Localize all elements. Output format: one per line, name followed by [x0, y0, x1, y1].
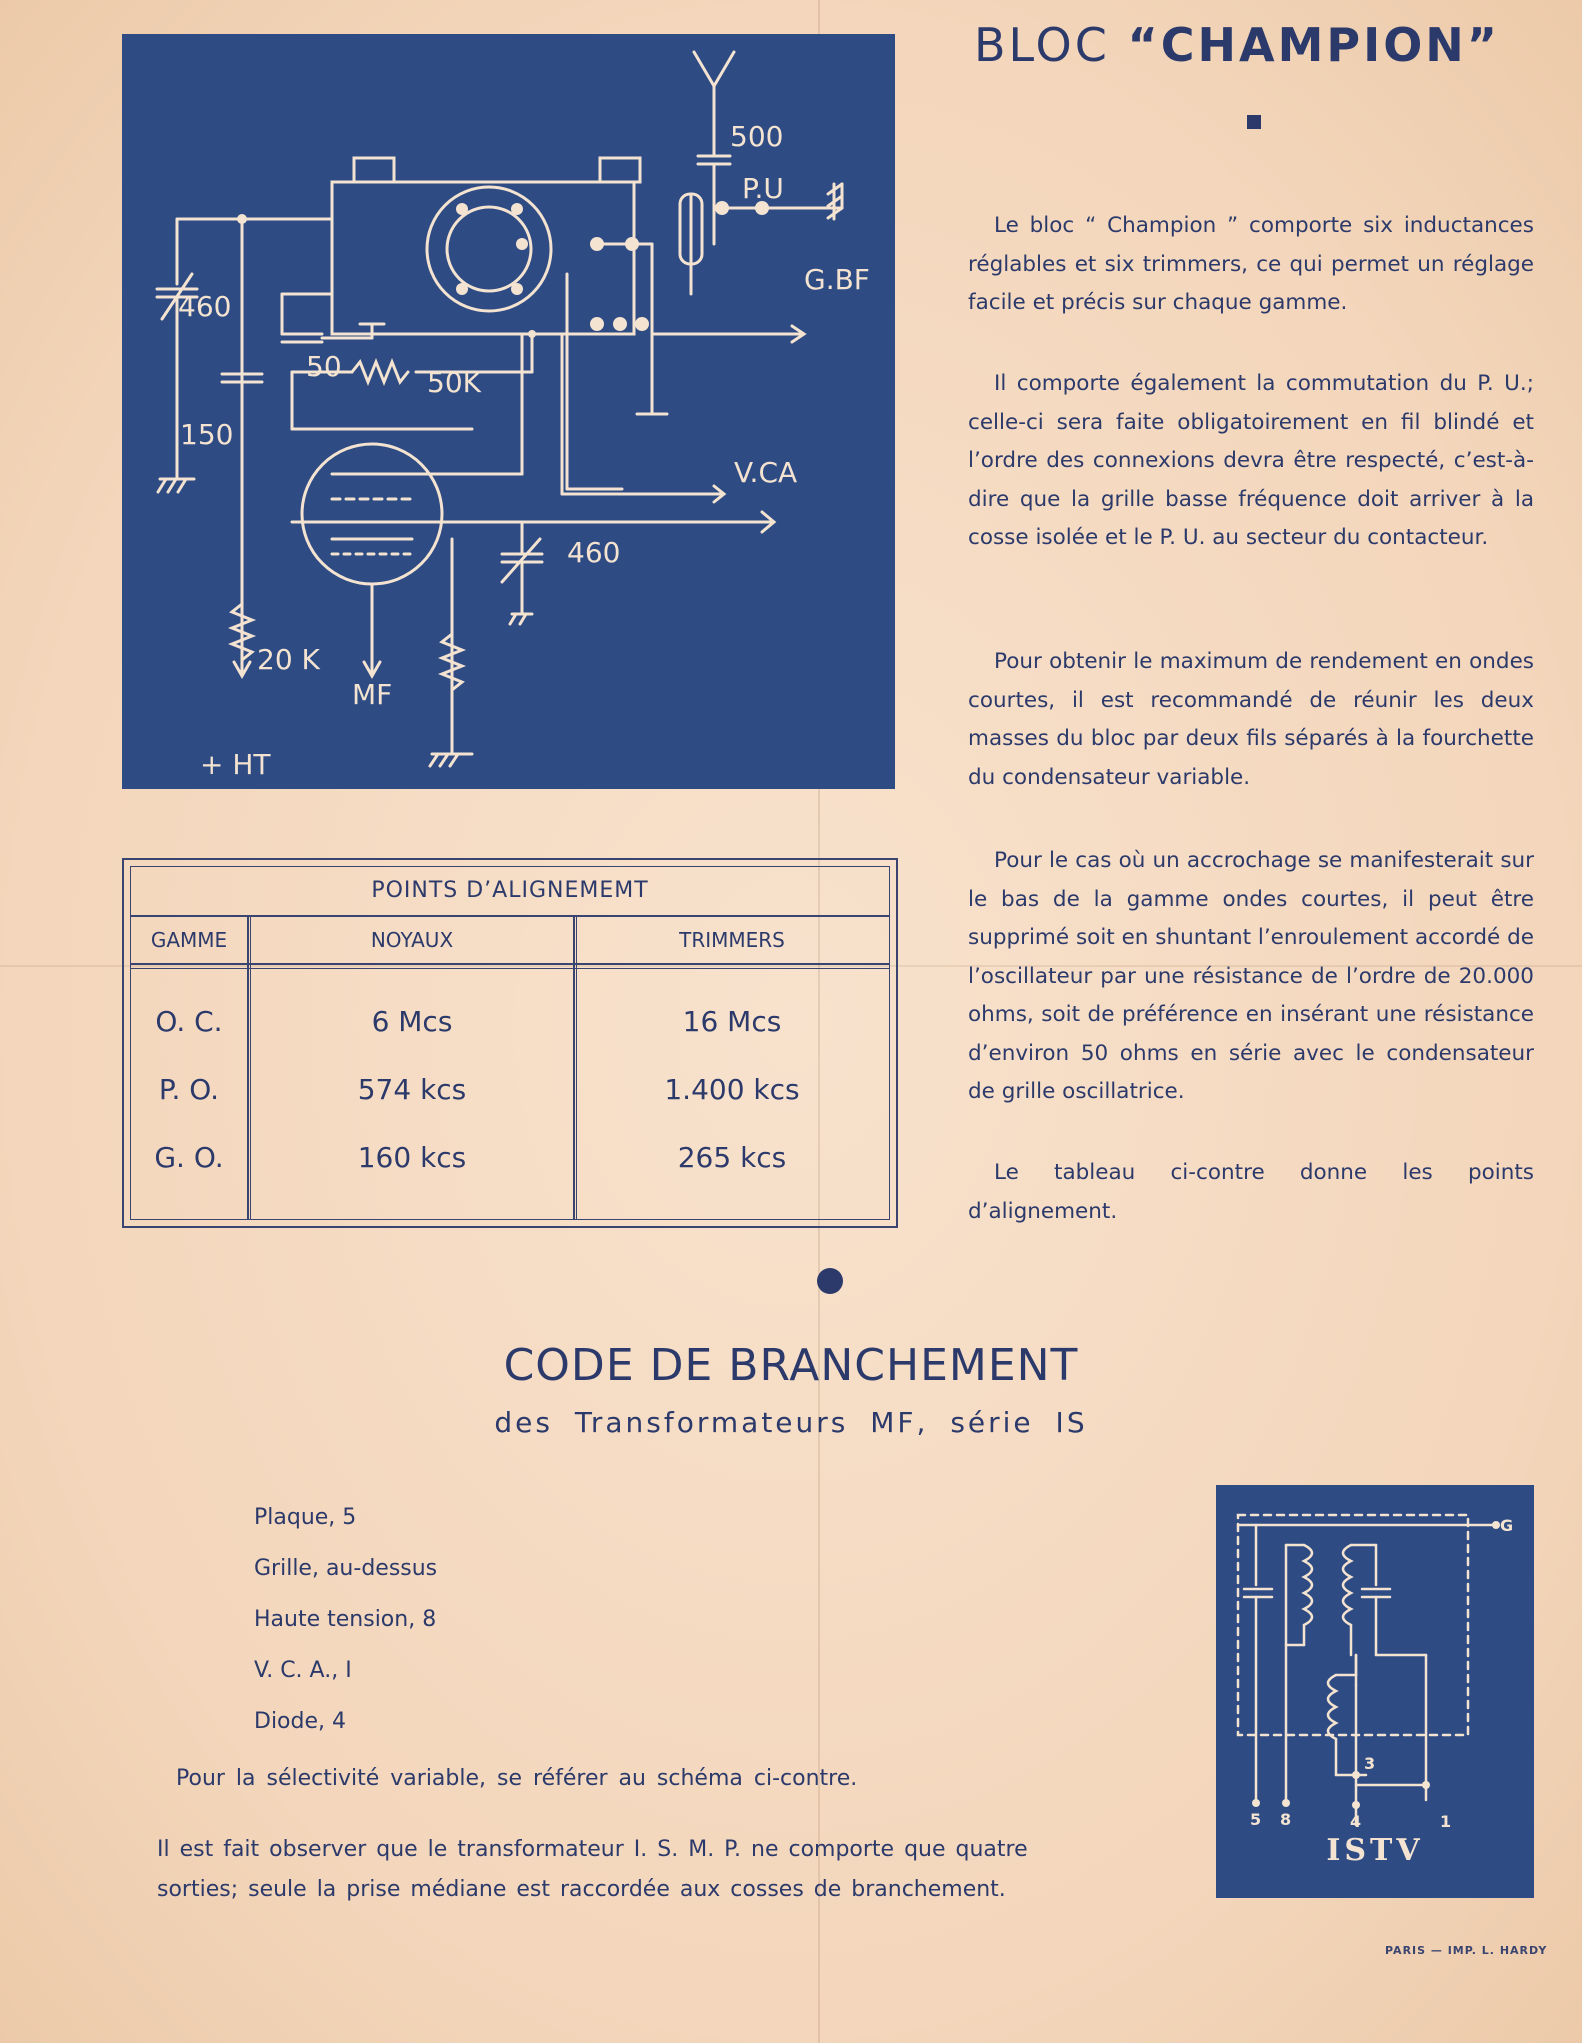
bloc-paragraph-text: Le tableau ci-contre donne les points d’alignement.: [968, 1160, 1534, 1224]
bloc-paragraph-3: [968, 643, 1534, 797]
list-item: Haute tension, 8: [254, 1607, 437, 1632]
bloc-paragraph-1: [968, 207, 1534, 323]
istv-pin-g: G: [1500, 1516, 1514, 1535]
alignment-table-title: POINTS D’ALIGNEMEMT: [131, 867, 889, 917]
bloc-paragraph-5: [968, 1154, 1534, 1231]
label-50: 50: [306, 350, 342, 383]
ismp-note-line-1: Il est fait observer que le transformateur I. S. M. P. ne comporte que quatre: [157, 1837, 1028, 1862]
column-header-gamme: GAMME: [150, 928, 228, 952]
label-mf: MF: [352, 678, 393, 711]
printer-imprint: PARIS — IMP. L. HARDY: [1385, 1944, 1548, 1957]
bloc-paragraph-4: [968, 842, 1534, 1112]
label-ht: + HT: [200, 748, 271, 781]
list-item: Plaque, 5: [254, 1505, 357, 1530]
square-bullet-icon: [1247, 115, 1261, 129]
ismp-note-line-2: sorties; seule la prise médiane est raccordée aux cosses de branchement.: [157, 1877, 1006, 1902]
istv-pin-1: 1: [1440, 1812, 1452, 1831]
list-item: V. C. A., I: [254, 1658, 352, 1683]
label-pu: P.U: [742, 172, 784, 205]
code-title: CODE DE BRANCHEMENT: [503, 1340, 1079, 1391]
schematic-panel: [122, 34, 895, 789]
label-gbf: G.BF: [804, 263, 870, 296]
column-header-trimmers: TRIMMERS: [679, 928, 785, 952]
label-150: 150: [180, 418, 234, 451]
istv-pin-8: 8: [1280, 1810, 1292, 1829]
schematic-diagram: [122, 34, 895, 789]
cell-noyaux: 160 kcs: [357, 1141, 467, 1174]
cell-gamme: O. C.: [155, 1005, 223, 1038]
code-subtitle: des Transformateurs MF, série IS: [494, 1406, 1088, 1439]
selectivity-note: Pour la sélectivité variable, se référer au schéma ci-contre.: [176, 1766, 858, 1791]
bloc-title-name: “CHAMPION”: [1127, 18, 1501, 72]
bloc-paragraph-text: Pour obtenir le maximum de rendement en ondes courtes, il est recommandé de réunir les deux masses du bloc par deux fils séparés à la fourchette du condensateur variable.: [968, 649, 1534, 790]
bloc-paragraph-text: Pour le cas où un accrochage se manifesterait sur le bas de la gamme ondes courtes, il peut être supprimé soit en shuntant l’enroulement accordé de l’oscillateur par une résistance de l’ordre de 20.000 ohms, soit de préférence en insérant une résistance d’environ 50 ohms en série avec le condensateur de grille oscillatrice.: [968, 848, 1534, 1104]
istv-label: ISTV: [1326, 1833, 1424, 1868]
table-header-separator: [131, 963, 889, 969]
cell-trimmers: 1.400 kcs: [664, 1073, 800, 1106]
bloc-paragraph-text: Il comporte également la commutation du P. U.; celle-ci sera faite obligatoirement en fil blindé et l’ordre des connexions devra être respecté, c’est-à-dire que la grille basse fréquence doit arriver à la cosse isolée et le P. U. au secteur du contacteur.: [968, 371, 1534, 550]
connection-list: [254, 1492, 437, 1747]
bloc-paragraph-2: [968, 365, 1534, 558]
istv-pin-3: 3: [1364, 1754, 1376, 1773]
cell-trimmers: 265 kcs: [677, 1141, 787, 1174]
list-item: Diode, 4: [254, 1709, 346, 1734]
istv-panel: [1216, 1485, 1534, 1898]
cell-trimmers: 16 Mcs: [682, 1005, 782, 1038]
bloc-paragraph-text: Le bloc “ Champion ” comporte six inductances réglables et six trimmers, ce qui permet un réglage facile et précis sur chaque gamme.: [968, 213, 1534, 315]
label-20k: 20 K: [257, 643, 320, 676]
bloc-title: [974, 18, 1500, 72]
label-460-left: 460: [178, 290, 232, 323]
list-item: Grille, au-dessus: [254, 1556, 438, 1581]
cell-gamme: P. O.: [158, 1073, 220, 1106]
label-vca: V.CA: [734, 456, 798, 489]
column-header-noyaux: NOYAUX: [370, 928, 454, 952]
istv-pin-4: 4: [1350, 1812, 1362, 1831]
round-bullet-icon: [817, 1268, 843, 1294]
label-50k: 50K: [427, 366, 481, 399]
alignment-table: [122, 858, 898, 1228]
cell-noyaux: 574 kcs: [357, 1073, 467, 1106]
label-500: 500: [730, 120, 784, 153]
label-460-right: 460: [567, 536, 621, 569]
cell-noyaux: 6 Mcs: [371, 1005, 453, 1038]
ismp-note: [157, 1830, 1145, 1910]
cell-gamme: G. O.: [154, 1141, 224, 1174]
istv-pin-5: 5: [1250, 1810, 1262, 1829]
bloc-title-prefix: BLOC: [974, 18, 1128, 72]
